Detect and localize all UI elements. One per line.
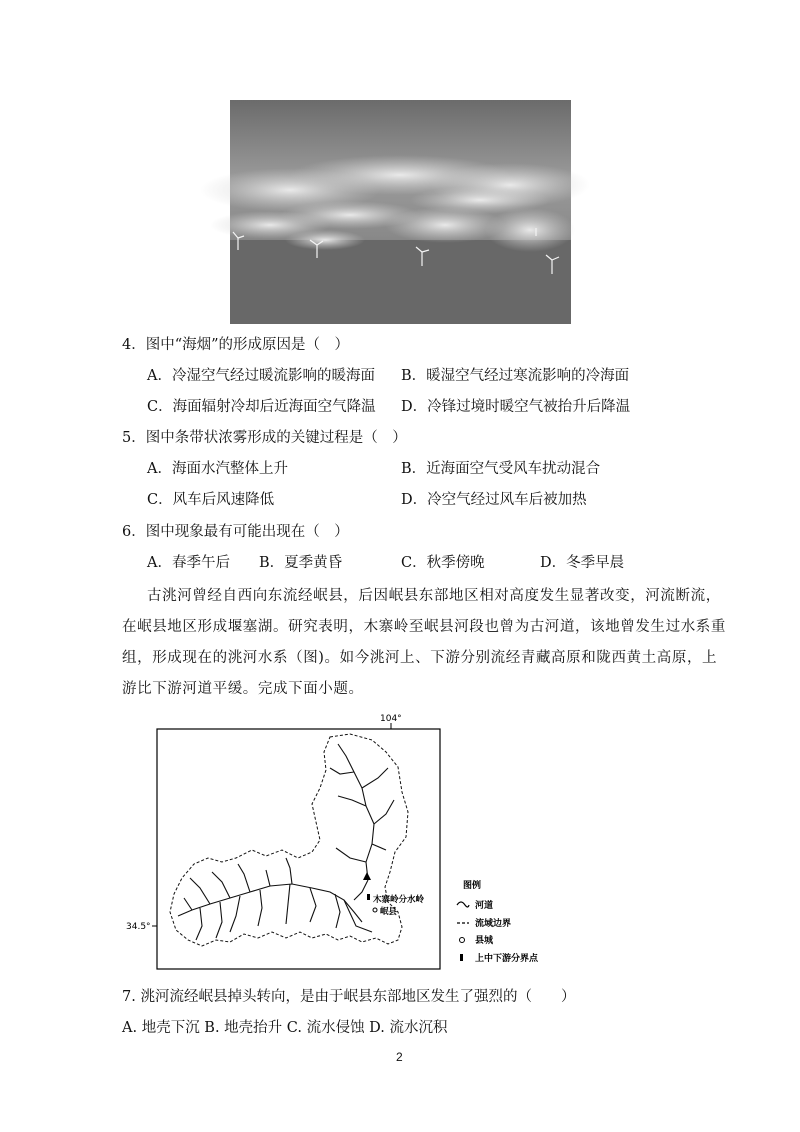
question-4-option-c: C．海面辐射冷却后近海面空气降温 [147,399,376,415]
legend-title: 图例 [463,881,482,891]
question-4-option-d: D．冷锋过境时暖空气被抬升后降温 [401,399,631,415]
question-5-option-a: A．海面水汽整体上升 [147,461,288,477]
river-basin-map [126,712,482,974]
page-number: 2 [396,1050,403,1064]
passage-line-2: 在岷县地区形成堰塞湖。研究表明，木寨岭至岷县河段也曾为古河道，该地曾发生过水系重 [122,619,726,635]
question-5-stem: 5．图中条带状浓雾形成的关键过程是（ ） [122,430,407,446]
question-4-option-b: B．暖湿空气经过寒流影响的冷海面 [401,368,630,384]
question-4-option-a: A．冷湿空气经过暖流影响的暖海面 [147,368,375,384]
legend-river: 河道 [475,901,494,911]
passage-line-1: 古洮河曾经自西向东流经岷县，后因岷县东部地区相对高度发生显著改变，河流断流， [147,588,721,604]
map-legend [455,895,575,975]
division-point-legend-icon [460,954,463,961]
legend-county: 县城 [475,936,494,946]
tao-river-map [126,712,482,974]
question-7-stem: 7. 洮河流经岷县掉头转向，是由于岷县东部地区发生了强烈的（ ） [122,989,576,1005]
question-6-option-a: A．春季午后 [147,555,230,571]
question-5-option-d: D．冷空气经过风车后被加热 [401,492,587,508]
boundary-point-marker-2 [367,894,370,900]
question-6-stem: 6．图中现象最有可能出现在（ ） [122,524,349,540]
question-6-option-b: B．夏季黄昏 [259,555,343,571]
legend-division-point: 上中下游分界点 [475,954,539,964]
question-4-stem: 4．图中“海烟”的形成原因是（ ） [122,337,350,353]
longitude-label: 104° [380,714,402,724]
boundary-point-marker [363,872,371,880]
river-network [178,744,394,940]
minxian-label: 岷县 [380,907,398,917]
river-legend-icon [457,902,469,907]
question-5-option-b: B．近海面空气受风车扰动混合 [401,461,601,477]
passage-line-3: 组，形成现在的洮河水系（图)。如今洮河上、下游分别流经青藏高原和陇西黄土高原，上 [122,650,718,666]
passage-line-4: 游比下游河道平缓。完成下面小题。 [122,681,364,697]
question-5-option-c: C．风车后风速降低 [147,492,275,508]
question-7-options: A. 地壳下沉 B. 地壳抬升 C. 流水侵蚀 D. 流水沉积 [122,1020,448,1036]
muzhailing-label: 木寨岭分水岭 [373,895,425,905]
latitude-label: 34.5° [126,922,151,932]
sea-smoke-photo [230,100,571,324]
sea-smoke-image [230,100,571,324]
county-legend-icon [460,938,465,943]
legend-boundary: 流域边界 [475,919,512,929]
question-6-option-d: D．冬季早晨 [540,555,625,571]
question-6-option-c: C．秋季傍晚 [401,555,485,571]
minxian-county-icon [373,908,377,912]
